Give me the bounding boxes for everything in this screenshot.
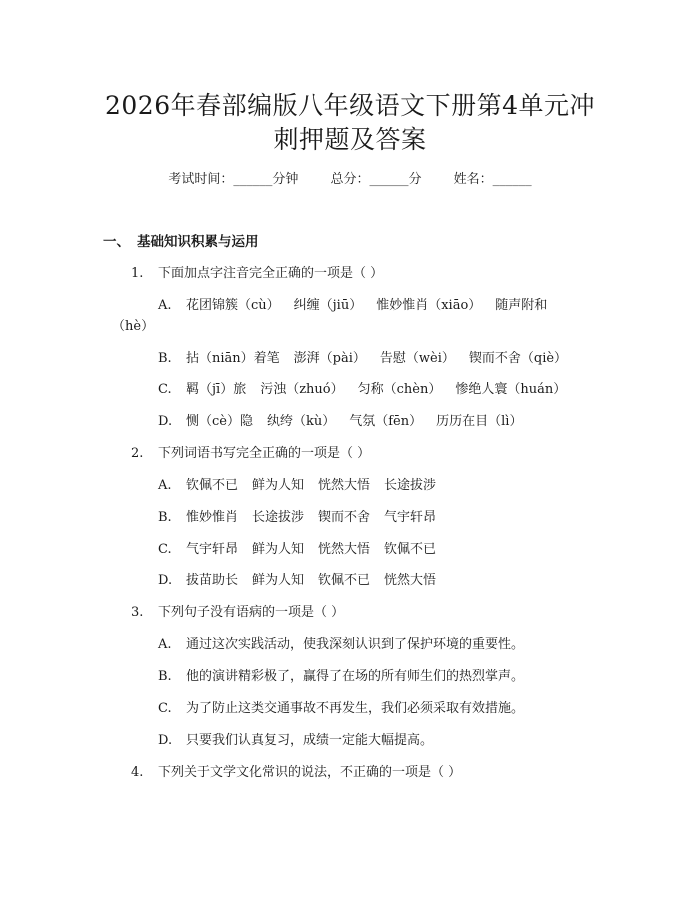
option-word: 鲜为人知 xyxy=(252,478,305,493)
q1-option-a-wrap: （hè） xyxy=(112,319,155,334)
option-word: 惟妙惟肖（xiāo） xyxy=(376,298,482,313)
option-word: 气宇轩昂 xyxy=(384,510,437,525)
question-2 xyxy=(131,442,370,461)
option-letter: A. xyxy=(158,637,172,652)
option-word: 澎湃（pài） xyxy=(293,351,366,366)
option-letter: D. xyxy=(158,414,173,429)
option-text: 为了防止这类交通事故不再发生，我们必须采取有效措施。 xyxy=(186,701,525,716)
option-word: 历历在目（lì） xyxy=(436,414,523,429)
option-word: 长途拔涉 xyxy=(252,510,305,525)
option-word: 鲜为人知 xyxy=(252,542,305,557)
question-number: 1. xyxy=(131,266,144,281)
question-text: 下列关于文学文化常识的说法，不正确的一项是（ ） xyxy=(158,765,462,780)
option-word: 恻（cè）隐 xyxy=(186,414,253,429)
option-letter: C. xyxy=(158,542,172,557)
option-word: 匀称（chèn） xyxy=(357,382,442,397)
q2-option-d xyxy=(158,569,436,588)
option-word: 气宇轩昂 xyxy=(186,542,239,557)
option-letter: B. xyxy=(158,669,172,684)
option-letter: D. xyxy=(158,573,173,588)
question-3 xyxy=(131,601,344,620)
option-letter: A. xyxy=(158,298,172,313)
option-text: 只要我们认真复习，成绩一定能大幅提高。 xyxy=(186,733,434,748)
question-4 xyxy=(131,761,461,780)
question-number: 3. xyxy=(131,605,144,620)
option-word: 惟妙惟肖 xyxy=(186,510,239,525)
q3-option-b xyxy=(158,665,524,684)
option-letter: C. xyxy=(158,701,172,716)
option-word: 恍然大悟 xyxy=(318,478,371,493)
option-word: 恍然大悟 xyxy=(384,573,437,588)
exam-time: 考试时间：______分钟 xyxy=(168,172,299,187)
option-word: 纠缠（jiū） xyxy=(293,298,363,313)
option-letter: C. xyxy=(158,382,172,397)
question-number: 4. xyxy=(131,765,144,780)
section-number: 一、 xyxy=(103,234,130,250)
option-word: 钦佩不已 xyxy=(384,542,437,557)
q1-option-b xyxy=(158,347,567,366)
option-text: 他的演讲精彩极了，赢得了在场的所有师生们的热烈掌声。 xyxy=(186,669,525,684)
q2-option-a xyxy=(158,474,436,493)
q3-option-a xyxy=(158,633,524,652)
section-title: 基础知识积累与运用 xyxy=(137,234,259,250)
question-text: 下列句子没有语病的一项是（ ） xyxy=(158,605,345,620)
option-word: 随声附和 xyxy=(495,298,548,313)
option-word: 长途拔涉 xyxy=(384,478,437,493)
question-number: 2. xyxy=(131,446,144,461)
q2-option-b xyxy=(158,506,436,525)
option-word: 鲜为人知 xyxy=(252,573,305,588)
document-title-line-1: 2026年春部编版八年级语文下册第4单元冲 xyxy=(104,91,596,120)
option-word: 钦佩不已 xyxy=(186,478,239,493)
question-text: 下列词语书写完全正确的一项是（ ） xyxy=(158,446,371,461)
option-word: 锲而不舍 xyxy=(318,510,371,525)
q3-option-d xyxy=(158,729,433,748)
option-word: 气氛（fēn） xyxy=(349,414,423,429)
q1-option-c xyxy=(158,378,566,397)
option-word: 惨绝人寰（huán） xyxy=(455,382,567,397)
document-title-line-2: 刺押题及答案 xyxy=(273,125,427,154)
option-letter: B. xyxy=(158,510,172,525)
option-word: 花团锦簇（cù） xyxy=(186,298,280,313)
option-letter: D. xyxy=(158,733,173,748)
q2-option-c xyxy=(158,538,436,557)
option-word: 钦佩不已 xyxy=(318,573,371,588)
option-word: 纨绔（kù） xyxy=(266,414,336,429)
exam-info xyxy=(0,168,700,187)
option-word: 拈（niān）着笔 xyxy=(186,351,280,366)
q1-option-d xyxy=(158,410,522,429)
q1-option-a xyxy=(158,294,547,313)
question-text: 下面加点字注音完全正确的一项是（ ） xyxy=(158,266,384,281)
option-word: 锲而不舍（qiè） xyxy=(468,351,568,366)
option-word: 告慰（wèi） xyxy=(379,351,455,366)
q3-option-c xyxy=(158,697,524,716)
option-word: 拔苗助长 xyxy=(186,573,239,588)
total-score: 总分：______分 xyxy=(330,172,422,187)
question-1 xyxy=(131,262,383,281)
student-name: 姓名：______ xyxy=(453,172,532,187)
section-heading xyxy=(103,230,259,250)
option-word: 污浊（zhuó） xyxy=(260,382,344,397)
option-word: 羁（jī）旅 xyxy=(186,382,247,397)
option-letter: B. xyxy=(158,351,172,366)
option-text: 通过这次实践活动，使我深刻认识到了保护环境的重要性。 xyxy=(186,637,525,652)
option-word: 恍然大悟 xyxy=(318,542,371,557)
option-letter: A. xyxy=(158,478,172,493)
